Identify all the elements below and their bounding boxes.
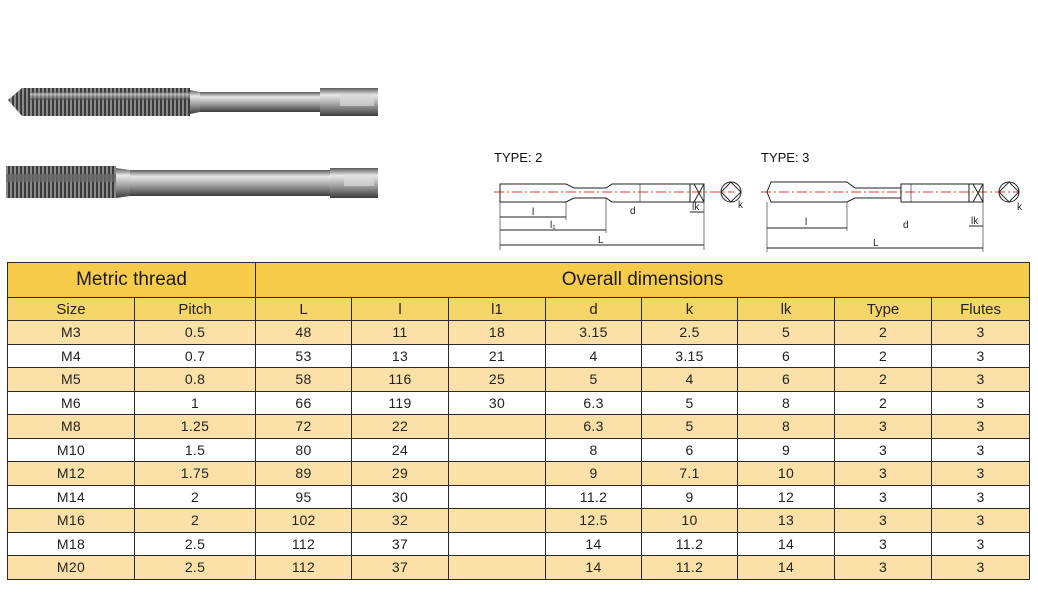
cell-d: 8 bbox=[546, 438, 642, 462]
cell-l: 22 bbox=[352, 415, 449, 439]
table-row bbox=[8, 532, 1030, 556]
type-2-dim-lk: lk bbox=[692, 202, 700, 213]
cell-l1: 21 bbox=[449, 344, 546, 368]
cell-lk: 14 bbox=[738, 556, 835, 580]
cell-lk: 14 bbox=[738, 532, 835, 556]
cell-size: M6 bbox=[8, 391, 135, 415]
cell-flutes: 3 bbox=[932, 368, 1030, 392]
table-row bbox=[8, 368, 1030, 392]
cell-type: 2 bbox=[835, 344, 932, 368]
cell-flutes: 3 bbox=[932, 532, 1030, 556]
table-row bbox=[8, 344, 1030, 368]
cell-d: 14 bbox=[546, 556, 642, 580]
col-l: l bbox=[352, 298, 449, 321]
type-3-dim-L: L bbox=[873, 238, 879, 249]
cell-l1 bbox=[449, 532, 546, 556]
cell-l: 13 bbox=[352, 344, 449, 368]
cell-type: 3 bbox=[835, 532, 932, 556]
cell-size: M5 bbox=[8, 368, 135, 392]
cell-k: 2.5 bbox=[642, 321, 738, 345]
group-header-row bbox=[8, 263, 1030, 298]
table-row bbox=[8, 556, 1030, 580]
cell-L: 48 bbox=[256, 321, 352, 345]
cell-size: M14 bbox=[8, 485, 135, 509]
cell-pitch: 0.8 bbox=[135, 368, 256, 392]
cell-type: 2 bbox=[835, 368, 932, 392]
cell-type: 3 bbox=[835, 415, 932, 439]
cell-size: M12 bbox=[8, 462, 135, 486]
col-type: Type bbox=[835, 298, 932, 321]
cell-size: M3 bbox=[8, 321, 135, 345]
cell-type: 3 bbox=[835, 438, 932, 462]
cell-pitch: 2.5 bbox=[135, 556, 256, 580]
cell-lk: 5 bbox=[738, 321, 835, 345]
column-header-row bbox=[8, 298, 1030, 321]
cell-type: 3 bbox=[835, 509, 932, 533]
col-lk: lk bbox=[738, 298, 835, 321]
overall-dimensions-header: Overall dimensions bbox=[256, 263, 1030, 298]
col-k: k bbox=[642, 298, 738, 321]
cell-type: 2 bbox=[835, 321, 932, 345]
type-3-dim-l: l bbox=[805, 217, 808, 228]
cell-l: 11 bbox=[352, 321, 449, 345]
cell-l1 bbox=[449, 556, 546, 580]
cell-d: 5 bbox=[546, 368, 642, 392]
cell-k: 5 bbox=[642, 391, 738, 415]
tap-photo-1 bbox=[8, 88, 378, 116]
cell-l: 29 bbox=[352, 462, 449, 486]
col-size: Size bbox=[8, 298, 135, 321]
cell-flutes: 3 bbox=[932, 344, 1030, 368]
table-row bbox=[8, 415, 1030, 439]
cell-L: 80 bbox=[256, 438, 352, 462]
cell-k: 10 bbox=[642, 509, 738, 533]
cell-d: 12.5 bbox=[546, 509, 642, 533]
cell-pitch: 2 bbox=[135, 509, 256, 533]
cell-l: 119 bbox=[352, 391, 449, 415]
spec-table bbox=[7, 262, 1030, 580]
cell-size: M20 bbox=[8, 556, 135, 580]
cell-d: 11.2 bbox=[546, 485, 642, 509]
cell-type: 3 bbox=[835, 556, 932, 580]
type-2-drawing bbox=[494, 150, 758, 258]
cell-l1 bbox=[449, 415, 546, 439]
col-flutes: Flutes bbox=[932, 298, 1030, 321]
cell-pitch: 1 bbox=[135, 391, 256, 415]
type-3-svg bbox=[761, 170, 1031, 258]
table-row bbox=[8, 462, 1030, 486]
cell-L: 95 bbox=[256, 485, 352, 509]
tap-photo-2 bbox=[6, 166, 378, 198]
cell-pitch: 0.5 bbox=[135, 321, 256, 345]
cell-d: 6.3 bbox=[546, 391, 642, 415]
cell-k: 7.1 bbox=[642, 462, 738, 486]
table-row bbox=[8, 438, 1030, 462]
cell-size: M8 bbox=[8, 415, 135, 439]
type-2-dim-l: l bbox=[532, 207, 535, 218]
cell-d: 3.15 bbox=[546, 321, 642, 345]
cell-k: 11.2 bbox=[642, 532, 738, 556]
cell-k: 4 bbox=[642, 368, 738, 392]
cell-lk: 6 bbox=[738, 344, 835, 368]
cell-lk: 6 bbox=[738, 368, 835, 392]
table-row bbox=[8, 391, 1030, 415]
cell-l: 37 bbox=[352, 532, 449, 556]
cell-flutes: 3 bbox=[932, 485, 1030, 509]
cell-l1 bbox=[449, 485, 546, 509]
cell-lk: 8 bbox=[738, 415, 835, 439]
cell-L: 89 bbox=[256, 462, 352, 486]
cell-d: 6.3 bbox=[546, 415, 642, 439]
col-L: L bbox=[256, 298, 352, 321]
type-3-label: TYPE: 3 bbox=[761, 150, 810, 165]
cell-lk: 8 bbox=[738, 391, 835, 415]
cell-L: 58 bbox=[256, 368, 352, 392]
cell-k: 5 bbox=[642, 415, 738, 439]
cell-size: M16 bbox=[8, 509, 135, 533]
cell-type: 3 bbox=[835, 462, 932, 486]
col-d: d bbox=[546, 298, 642, 321]
cell-lk: 10 bbox=[738, 462, 835, 486]
spec-table-body bbox=[8, 321, 1030, 580]
cell-pitch: 2.5 bbox=[135, 532, 256, 556]
cell-l: 24 bbox=[352, 438, 449, 462]
cell-l: 30 bbox=[352, 485, 449, 509]
col-l1: l1 bbox=[449, 298, 546, 321]
cell-l1: 25 bbox=[449, 368, 546, 392]
cell-L: 72 bbox=[256, 415, 352, 439]
tap-photos bbox=[0, 78, 390, 218]
cell-pitch: 1.25 bbox=[135, 415, 256, 439]
type-2-svg bbox=[494, 170, 758, 258]
cell-l1 bbox=[449, 462, 546, 486]
type-2-dim-l1: l₁ bbox=[550, 220, 556, 231]
cell-l1 bbox=[449, 509, 546, 533]
cell-pitch: 2 bbox=[135, 485, 256, 509]
cell-L: 102 bbox=[256, 509, 352, 533]
cell-L: 66 bbox=[256, 391, 352, 415]
cell-pitch: 1.5 bbox=[135, 438, 256, 462]
type-2-dim-d: d bbox=[630, 206, 636, 217]
cell-size: M18 bbox=[8, 532, 135, 556]
cell-flutes: 3 bbox=[932, 509, 1030, 533]
cell-k: 6 bbox=[642, 438, 738, 462]
cell-lk: 13 bbox=[738, 509, 835, 533]
cell-flutes: 3 bbox=[932, 462, 1030, 486]
cell-l: 116 bbox=[352, 368, 449, 392]
cell-l: 32 bbox=[352, 509, 449, 533]
cell-lk: 12 bbox=[738, 485, 835, 509]
cell-L: 112 bbox=[256, 556, 352, 580]
cell-k: 3.15 bbox=[642, 344, 738, 368]
cell-l1: 18 bbox=[449, 321, 546, 345]
cell-size: M4 bbox=[8, 344, 135, 368]
type-3-dim-d: d bbox=[903, 220, 909, 231]
type-2-dim-L: L bbox=[598, 235, 604, 246]
cell-k: 11.2 bbox=[642, 556, 738, 580]
cell-flutes: 3 bbox=[932, 415, 1030, 439]
cell-l1 bbox=[449, 438, 546, 462]
col-pitch: Pitch bbox=[135, 298, 256, 321]
cell-lk: 9 bbox=[738, 438, 835, 462]
cell-pitch: 0.7 bbox=[135, 344, 256, 368]
metric-thread-header: Metric thread bbox=[8, 263, 256, 298]
cell-flutes: 3 bbox=[932, 391, 1030, 415]
type-3-dim-lk: lk bbox=[971, 216, 979, 227]
cell-l: 37 bbox=[352, 556, 449, 580]
type-3-dim-k: k bbox=[1017, 202, 1022, 213]
cell-pitch: 1.75 bbox=[135, 462, 256, 486]
type-2-label: TYPE: 2 bbox=[494, 150, 543, 165]
cell-d: 9 bbox=[546, 462, 642, 486]
type-3-drawing bbox=[761, 150, 1031, 258]
table-row bbox=[8, 485, 1030, 509]
cell-type: 3 bbox=[835, 485, 932, 509]
cell-L: 53 bbox=[256, 344, 352, 368]
cell-flutes: 3 bbox=[932, 556, 1030, 580]
table-row bbox=[8, 509, 1030, 533]
cell-k: 9 bbox=[642, 485, 738, 509]
cell-d: 14 bbox=[546, 532, 642, 556]
table-row bbox=[8, 321, 1030, 345]
cell-type: 2 bbox=[835, 391, 932, 415]
type-2-dim-k: k bbox=[738, 200, 743, 211]
cell-d: 4 bbox=[546, 344, 642, 368]
cell-L: 112 bbox=[256, 532, 352, 556]
cell-size: M10 bbox=[8, 438, 135, 462]
cell-flutes: 3 bbox=[932, 321, 1030, 345]
cell-l1: 30 bbox=[449, 391, 546, 415]
cell-flutes: 3 bbox=[932, 438, 1030, 462]
